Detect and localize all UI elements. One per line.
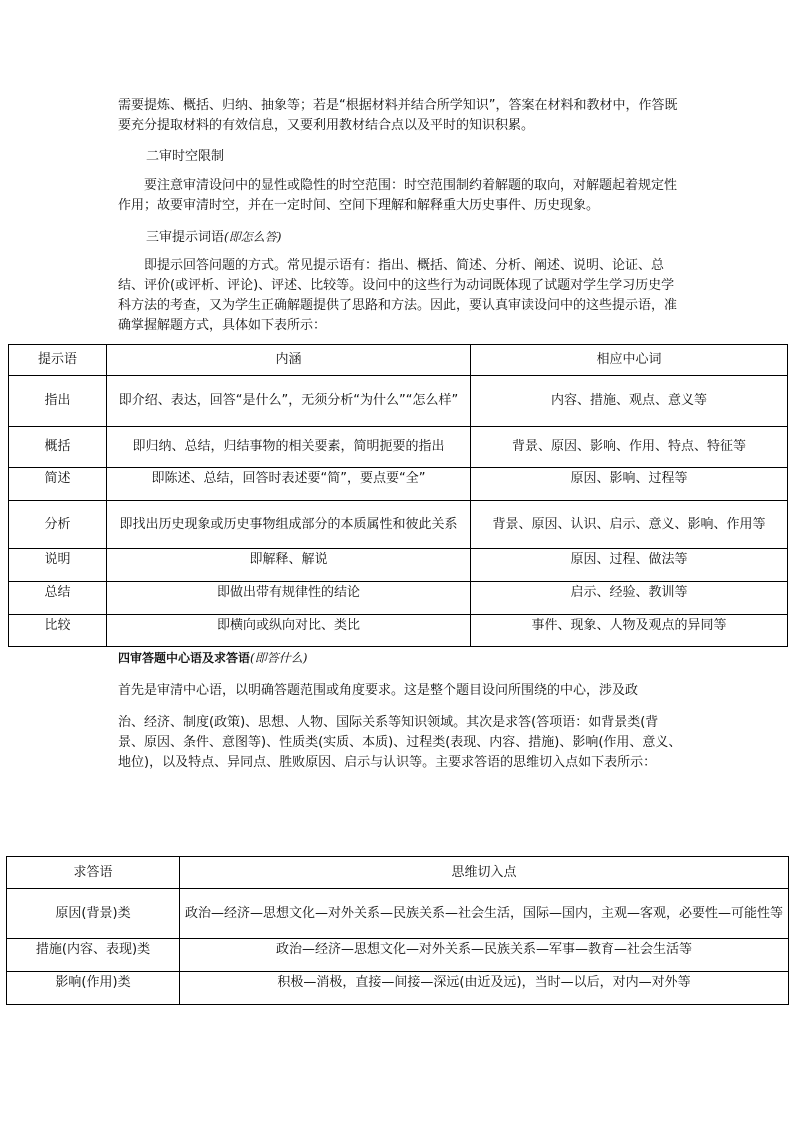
table-row <box>9 468 788 501</box>
section3-heading <box>146 228 281 247</box>
table-cell: 简述 <box>9 468 107 501</box>
table-cell: 概括 <box>9 427 107 468</box>
table-cell: 政治—经济—思想文化—对外关系—民族关系—军事—教育—社会生活等 <box>180 939 789 972</box>
table-cell: 原因、影响、过程等 <box>471 468 788 501</box>
table-cell: 即陈述、总结，回答时表述要“简”，要点要“全” <box>107 468 471 501</box>
table-cell: 即找出历史现象或历史事物组成部分的本质属性和彼此关系 <box>107 501 471 549</box>
table-row <box>7 972 789 1005</box>
table-cell: 启示、经验、教训等 <box>471 582 788 615</box>
section2-paragraph: 要注意审清设问中的显性或隐性的时空范围：时空范围制约着解题的取向，对解题起着规定性作用；故要审清时空，并在一定时间、空间下理解和解释重大历史事件、历史现象。 <box>118 178 678 213</box>
table-cell: 即解释、解说 <box>107 549 471 582</box>
table-header-row <box>7 857 789 889</box>
section2-heading <box>146 148 224 166</box>
table-header-cell: 求答语 <box>7 857 180 889</box>
section4-heading <box>118 649 307 666</box>
table-header-cell: 思维切入点 <box>180 857 789 889</box>
table-cell: 分析 <box>9 501 107 549</box>
table-header-cell: 提示语 <box>9 345 107 376</box>
table-cell: 原因(背景)类 <box>7 889 180 939</box>
section2-heading-text: 二审时空限制 <box>146 149 225 164</box>
table-row <box>7 939 789 972</box>
table-cell: 积极—消极，直接—间接—深远(由近及远)，当时—以后，对内—对外等 <box>180 972 789 1005</box>
section4-heading-note: (即答什么) <box>250 651 308 665</box>
table-cell: 内容、措施、观点、意义等 <box>471 376 788 427</box>
table-cell: 指出 <box>9 376 107 427</box>
intro-paragraph: 需要提炼、概括、归纳、抽象等；若是“根据材料并结合所学知识”，答案在材料和教材中，作答既要充分提取材料的有效信息，又要利用教材结合点以及平时的知识积累。 <box>118 98 678 133</box>
section4-heading-text: 四审答题中心语及求答语 <box>118 651 251 665</box>
table-cell: 背景、原因、影响、作用、特点、特征等 <box>471 427 788 468</box>
table-cell: 即做出带有规律性的结论 <box>107 582 471 615</box>
table-cell: 措施(内容、表现)类 <box>7 939 180 972</box>
table-row <box>7 889 789 939</box>
table-row <box>9 427 788 468</box>
table-cell: 比较 <box>9 615 107 647</box>
table-row <box>9 615 788 647</box>
table-header-cell: 相应中心词 <box>471 345 788 376</box>
table-header-cell: 内涵 <box>107 345 471 376</box>
table-cell: 背景、原因、认识、启示、意义、影响、作用等 <box>471 501 788 549</box>
table-cell: 政治—经济—思想文化—对外关系—民族关系—社会生活，国际—国内，主观—客观，必要性—可能性等 <box>180 889 789 939</box>
section3-heading-note: (即怎么答) <box>224 230 282 244</box>
table-cell: 影响(作用)类 <box>7 972 180 1005</box>
table-row <box>9 501 788 549</box>
table-row <box>9 582 788 615</box>
table-cell: 总结 <box>9 582 107 615</box>
answer-words-table <box>6 856 789 1005</box>
table-cell: 事件、现象、人物及观点的异同等 <box>471 615 788 647</box>
table-header-row <box>9 345 788 376</box>
section3-heading-text: 三审提示词语 <box>146 230 225 245</box>
table-cell: 即归纳、总结，归结事物的相关要素，简明扼要的指出 <box>107 427 471 468</box>
table-cell: 即介绍、表达，回答“是什么”，无须分析“为什么”“怎么样” <box>107 376 471 427</box>
table-cell: 原因、过程、做法等 <box>471 549 788 582</box>
section4-paragraph2: 治、经济、制度(政策)、思想、人物、国际关系等知识领域。其次是求答(答项语：如背景类(背景、原因、条件、意图等)、性质类(实质、本质)、过程类(表现、内容、措施)、影响(作用、意义、地位)，以及特点、异同点、胜败原因、启示与认识等。主要求答语的思维切入点如下表所示： <box>118 715 682 770</box>
table-cell: 即横向或纵向对比、类比 <box>107 615 471 647</box>
section4-paragraph1: 首先是审清中心语，以明确答题范围或角度要求。这是整个题目设问所围绕的中心，涉及政 <box>118 683 639 698</box>
section3-paragraph: 即提示回答问题的方式。常见提示语有：指出、概括、简述、分析、阐述、说明、论证、总结、评价(或评析、评论)、评述、比较等。设问中的这些行为动词既体现了试题对学生学习历史学科方法的考查，又为学生正确解题提供了思路和方法。因此，要认真审读设问中的这些提示语，准确掌握解题方式，具体如下表所示： <box>118 258 678 333</box>
table-cell: 说明 <box>9 549 107 582</box>
hint-words-table <box>8 344 788 647</box>
table-row <box>9 549 788 582</box>
table-row <box>9 376 788 427</box>
